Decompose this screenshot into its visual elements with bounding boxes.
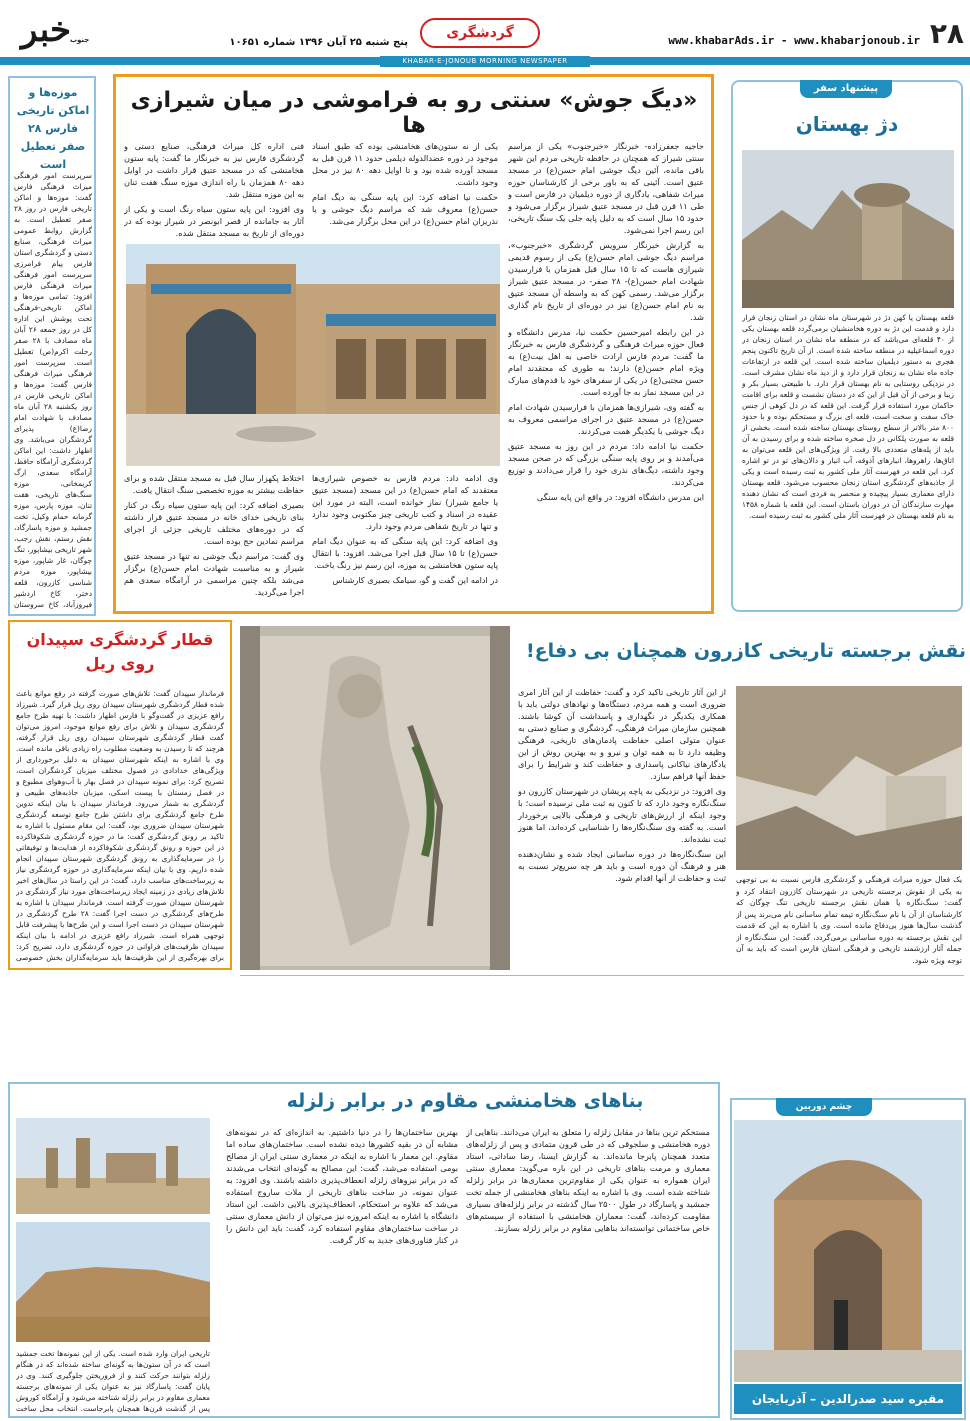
earthquake-article-col2: بهترین ساختمان‌ها را در دنیا داشتیم. به اندازه‌ای که در نمونه‌های مشابه آن در بقیه کشورها دیده نشده است. ساختمان‌های ساده اما مقاوم. این معمار با اشاره به اینکه در معماری سنتی ایران از مصالح بومی استفاده می‌شد، گفت: این مصالح به گونه‌ای انتخاب می‌شدند که در برابر نیروهای زلزله انعطاف‌پذیری داشته باشند. وی افزود: به عنوان نمونه، در ساخت بناهای تاریخی از ملات ساروج استفاده می‌شد که علاوه بر استحکام، انعطاف‌پذیری بالایی داشت. این استاد دانشگاه با اشاره به اینکه امروزه نیز می‌توان از دانش معماری سنتی در ساخت ساختمان‌های مقاوم استفاده کرد، گفت: باید این دانش را در کنار فناوری‌های جدید به کار گرفت.: [226, 1127, 458, 1245]
relief-article-col1: [518, 686, 726, 968]
paragraph: این مدرس دانشگاه افزود: در واقع این پایه سنگی: [536, 492, 704, 502]
train-article-title: قطار گردشگری سپیدان روی ریل: [26, 630, 214, 673]
camera-eye-banner: چشم دوربین: [776, 1098, 872, 1116]
ruins-photo-1: [16, 1118, 210, 1214]
issue-date: پنج شنبه ۲۵ آبان ۱۳۹۶ شماره ۱۰۶۵۱: [229, 37, 408, 48]
website-urls: www.khabarAds.ir - www.khabarjonoub.ir: [668, 34, 920, 47]
paragraph: بصیری اضافه کرد: این پایه ستون سیاه رنگ در کنار بنای تاریخی خدای خانه در مسجد عتیق قرار داشته که در دوره‌های مختلف تاریخی جزئی از اجرای مراسم نمادین حج بوده است.: [124, 500, 304, 546]
main-article-title: «دیگ جوش» سنتی رو به فراموشی در میان شیرازی ها: [130, 88, 698, 138]
museum-news-title: موزه‌ها و اماکن تاریخی فارس ۲۸ صفر تعطیل است: [16, 86, 90, 171]
museum-news-body: سرپرست امور فرهنگی میراث فرهنگی فارس گفت: موزه‌ها و اماکن تاریخی فارس در روز ۲۸ صفر تعطیل است. به گزارش روابط عمومی میراث فرهنگی، صنایع دستی و گردشگری استان فارس پیام فرامرزی سرپرست امور فرهنگی میراث فرهنگی فارس افزود: تمامی موزه‌ها و اماکن تاریخی-فرهنگی تحت پوشش این اداره کل در روز جمعه ۲۶ آبان ماه مصادف با ۲۸ صفر رحلت اکرم(ص) تعطیل است. سرپرست امور فرهنگی میراث فرهنگی فارس گفت: موزه‌ها و اماکن تاریخی فارس در روز یکشنبه ۲۸ آبان ماه مصادف با شهادت امام رضا(ع) پذیرای گردشگران می‌باشد. وی اظهار داشت: این اماکن گردشگری آرامگاه حافظ، آرامگاه سعدی، ارگ کریمخانی، موزه سنگ‌های تاریخی، هفت تنان، موزه پارس، موزه گرمابه حمام وکیل، تخت جمشید و موزه پاسارگاد، نقش رستم، نقش رجب، شهر تاریخی بیشاپور، تنگ چوگان، غار شاپور، موزه بیشاپور، موزه مردم شناسی کازرون، قلعه دختر، کاخ اردشیر فیروزآباد، کاخ سروستان: [14, 171, 92, 609]
section-label: گردشگری: [420, 18, 540, 48]
museum-closure-news: [8, 76, 96, 616]
travel-tip-banner: پیشنهاد سفر: [800, 80, 892, 98]
relief-photo-large: [240, 626, 510, 970]
paragraph: حاجیه جعفرزاده- خبرنگار «خبرجنوب» یکی از مراسم سنتی شیراز که همچنان در حافظه تاریخی مردم این شهر باقی مانده، آئین دیگ جوشی امام حسن(ع) در مسجد عتیق است. آئینی که به باور برخی از کارشناسان حوزه میراث شفاهی، یادگاری از دوره دیلمیان در فارس است و طی ۱۱ قرن قبل در مسجد عتیق شیراز برگزار می‌شود و حدود ۱۵ سال است که به دلیل پایه جلی یک سنگ تاریخی، این رسم اجرا نمی‌شود.: [508, 141, 704, 235]
mosque-photo: [126, 244, 500, 466]
paragraph: حکمت نیا اضافه کرد: این پایه سنگی به دیگ امام حسن(ع) معروف شد که مراسم دیگ جوشی و یا نذریزان امام حسن(ع) در این محل برگزار می‌شد.: [312, 192, 498, 226]
paragraph: حکمت نیا ادامه داد: مردم در این روز به مسجد عتیق می‌آمدند و بر روی پایه سنگی بزرگی که در صحن مسجد وجود داشته، دیگ‌های نذری خود را قرار می‌دادند و توزیع می‌کردند.: [508, 441, 704, 487]
newspaper-logo: [6, 8, 86, 56]
paragraph: وی ادامه داد: مردم فارس به خصوص شیرازی‌ها معتقدند که امام حسن(ع) در این مسجد (مسجد عتیق یا جامع شیراز) نماز خوانده است، البته در مورد این عقیده در اسناد و کتب تاریخی چیز مکتوبی وجود ندارد و تنها در تاریخ شفاهی مردم وجود دارد.: [312, 473, 498, 531]
earthquake-article-col3: تاریخی ایران وارد شده است. یکی از این نمونه‌ها تخت جمشید است که در آن ستون‌ها به گونه‌ای ساخته شده‌اند که در هنگام زلزله بتوانند حرکت کنند و از فروریختن جلوگیری کنند. وی در پایان گفت: پاسارگاد نیز به عنوان یکی از نمونه‌های برجسته معماری مقاوم در برابر زلزله شناخته می‌شود و آرامگاه کوروش پس از گذشت قرن‌ها همچنان پابرجاست. انتخاب محل ساخت: [16, 1349, 210, 1413]
camera-eye-caption: مقبره سید صدرالدین – آذربایجان: [734, 1384, 962, 1414]
earthquake-article-title: بناهای هخامنشی مقاوم در برابر زلزله: [286, 1090, 644, 1112]
relief-article-title: نقش برجسته تاریخی کازرون همچنان بی دفاع!: [526, 640, 966, 662]
paragraph: وی افزود: این پایه ستون سیاه رنگ است و یکی از آثار به جامانده از قصر ابونصر در شیراز بوده که در دوره‌ای از تاریخ به مسجد منتقل شده.: [124, 204, 304, 238]
page-number: ۲۸: [930, 14, 964, 54]
paragraph: وی اضافه کرد: این پایه سنگی که به عنوان دیگ امام حسن(ع) تا ۱۵ سال قبل اجرا می‌شد. افزود: با انتقال پایه ستون هخامنشی به موزه، این رسم نیز رنگ باخت.: [312, 536, 498, 570]
paragraph: وی گفت: مراسم دیگ جوشی نه تنها در مسجد عتیق شیراز و به مناسبت شهادت امام حسن(ع) برگزار می‌شد بلکه چنین مراسمی در آرامگاه سعدی هم اجرا می‌گردید.: [124, 551, 304, 597]
train-article-body: فرماندار سپیدان گفت: تلاش‌های صورت گرفته در رفع موانع باعث شده قطار گردشگری شهرستان سپیدان روی ریل قرار گیرد. شیرزاد رافع عزیزی در گفت‌وگو با فارس اظهار داشت: با تهیه طرح جامع گردشگری سپیدان و تلاش برای رفع موانع موجود، امروز می‌توان گفت قطار گردشگری شهرستان سپیدان روی ریل قرار گرفته، هرچند که تا رسیدن به وضعیت مطلوب راه زیادی باقی مانده است. وی با اشاره به اینکه شهرستان سپیدان به دلیل برخورداری از ویژگی‌های خدادادی در فصول مختلف میزبان گردشگران است، تصریح کرد: برای نمونه سپیدان در فصل بهار با آب‌وهوای مطبوع و در فصل زمستان با پیست اسکی، میزبان جاذبه‌های طبیعی و گردشگری به شمار می‌رود. فرماندار سپیدان با بیان اینکه تدوین طرح جامع گردشگری برای داشتن طرح جامع توسعه گردشگری شهرستان سپیدان ضروری بود، گفت: این مقام مسئول با اشاره به تاکید بر رونق گردشگری گفت: ما در حوزه گردشگری شکوفا‌کرده در این حوزه و رونق گردشگری شکوفا‌کرده از هدایت‌ها و توفیقاتی را در سرمایه‌گذاری به رونق گردشگری شهرستان سپیدان انجام شده داریم. وی با بیان اینکه سرمایه‌گذاری در حوزه گردشگری نیاز به زیرساخت‌های مناسب دارد، گفت: در این راستا در سال‌های اخیر تلاش‌های زیادی در زمینه ایجاد زیرساخت‌های مورد نیاز گردشگری در شهرستان سپیدان صورت گرفته است. فرماندار سپیدان با اشاره به طرح‌های گردشگری در دست اجرا گفت: ۲۸ طرح گردشگری در شهرستان سپیدان در دست اجرا است و این طرح‌ها با پیشرفت قابل توجهی همراه است. شیرزاد رافع عزیزی در ادامه با بیان اینکه سپیدان ظرفیت‌های فراوانی در حوزه گردشگری دارد، تصریح کرد: برای بهره‌گیری از این ظرفیت‌ها باید سرمایه‌گذاران بخش خصوصی: [16, 689, 224, 962]
paragraph: در ادامه این گفت و گو، سیامک بصیری کارشناس: [332, 575, 498, 585]
main-article-col2-top: [312, 140, 498, 240]
paragraph: در این رابطه امیرحسین حکمت نیا، مدرس دانشگاه و فعال حوزه میراث فرهنگی و گردشگری فارس به خبرنگار ما گفت: مردم فارس ارادت خاصی به اهل بیت(ع) به ویژه امام حسن(ع) دارند؛ به طوری که معتقدند امام حسن مجتبی(ع) در یکی از سفرهای خود با قدم‌های مبارک در این مسجد نماز به جا آورده است.: [508, 327, 704, 397]
main-article-col3-bottom: [124, 472, 304, 608]
travel-tip-body: قلعه بهستان یا کهن دژ در شهرستان ماه نشان در استان زنجان قرار دارد و قدمت این دژ به دوره هخامنشیان برمی‌گردد قلعه بهستان یکی از ۴۰ قلعه‌ای می‌باشد که در منطقه ماه نشان در استان زنجان در دوره اسماعیلیه در منطقه ساخته شده است. از آن تاریخ تاکنون پنجم هجری به دستور دیلمیان ساخته شده است. این قلعه در ارتفاعات جاده ماه نشان به زنجان قرار دارد و از دید ماه نشان مشرف است. در نزدیکی روستایی به نام بهستان قرار دارد. با طبیعتی بسیار بکر و زیبا و برخی از آن قبل از این که در دستان نشست و قلعه برای اقامت حاکمان مورد استفاده قرار گرفت. این قلعه که در دل کوهی از جنس خاک سفت و سخت است، قلعه ای بزرگ و مستحکم بوده و با حدود ۸۰۰ متر بالاتر از سطح روستای بهستان ساخته شده است. بخشی از قلعه به صورت پلکانی در دل صخره ساخته شده و برای رسیدن به آن باید از پله‌های متعددی بالا رفت. از ویژگی‌های این قلعه می‌توان به اتاق‌ها، راهروها، انبارهای آذوقه، آب انبار و دالان‌های تو در تو اشاره کرد. این قلعه در فهرست آثار ملی کشور به ثبت رسیده است و یکی از جاذبه‌های گردشگری استان زنجان محسوب می‌شود. قلعه بهستان دارای معماری بسیار پیچیده و منحصر به فردی است که نشان دهنده مهارت سازندگان آن در دوران باستان است. این قلعه با شماره ۱۴۵۸ به نام قلعه بهستان در فهرست آثار ملی کشور به ثبت رسیده است.: [742, 313, 954, 520]
main-article-col1: [508, 140, 704, 608]
paragraph: اختلاط پکهزار سال قبل به مسجد منتقل شده و برای حفاظت بیشتر به موزه تخصصی سنگ انتقال یافت.: [124, 473, 304, 495]
paragraph: این سنگ‌نگاره‌ها در دوره ساسانی ایجاد شده و نشان‌دهنده هنر و فرهنگ آن دوره است و باید هر چه سریع‌تر نسبت به ثبت و حفاظت از آنها اقدام شود.: [518, 849, 726, 883]
paragraph: فنی اداره کل میراث فرهنگی، صنایع دستی و گردشگری فارس نیز به خبرنگار ما گفت: پایه ستون هخامنشی که در مسجد عتیق قرار داشت در اوایل دهه ۸۰ همزمان با راه اندازی موزه سنگ هفت تنان به این موزه منتقل شد.: [124, 141, 304, 199]
castle-photo: [742, 150, 954, 308]
section-divider: [240, 975, 964, 976]
earthquake-article-col1: مستحکم ترین بناها در مقابل زلزله را متعلق به ایران می‌دانند. بناهایی از دوره هخامنشی و سلجوقی که در طی قرون متمادی و پس از زلزله‌های متعدد همچنان پابرجا مانده‌اند. به گزارش ایسنا، رضا ساداتی، استاد معماری و مرمت بناهای تاریخی در این باره می‌گوید: معماری سنتی ایران همواره به عنوان یکی از مقاوم‌ترین معماری‌ها در برابر زلزله شناخته شده است. وی با اشاره به اینکه بناهای هخامنشی از جمله تخت جمشید و پاسارگاد در طول ۲۵۰۰ سال گذشته در برابر زلزله‌های بسیاری مقاومت کرده‌اند، گفت: معماران هخامنشی با استفاده از سیستم‌های خاص ساختمانی توانسته‌اند بناهایی مقاوم در برابر زلزله بسازند.: [466, 1127, 710, 1233]
travel-tip-title: دژ بهستان: [795, 112, 899, 136]
paragraph: به گزارش خبرنگار سرویس گردشگری «خبرجنوب»، مراسم دیگ جوشی امام حسن(ع) یکی از رسوم قدیمی شیرازی هاست که تا ۱۵ سال قبل همزمان با فرارسیدن شهادت امام حسن(ع)- ۲۸ صفر- در مسجد عتیق شیراز برگزار می‌شد. رسمی کهن که به واسطه آن مسجد عتیق به نام امام حسن(ع) نیز در دوره‌ای از تاریخ نام گذاری شد.: [508, 240, 704, 322]
main-article-col3-top: [124, 140, 304, 240]
logo-text: خبر: [20, 10, 72, 50]
relief-photo-small: [736, 686, 962, 870]
paragraph: به گفته وی، شیرازی‌ها همزمان با فرارسیدن شهادت امام حسن(ع) در مسجد عتیق در اجرای مراسمی معروف به دیگ جوشی با یکدیگر همت می‌کردند.: [508, 402, 704, 436]
logo-subtext: جنوب: [70, 36, 90, 44]
mausoleum-photo: [734, 1120, 962, 1382]
main-article-col2-bottom: [312, 472, 498, 608]
relief-caption: یک فعال حوزه میراث فرهنگی و گردشگری فارس نسبت به بی توجهی به یکی از نقوش برجسته تاریخی در شهرستان کازرون انتقاد کرد و گفت: سنگ‌نگاره یا همان نقش برجسته تاریخی تنگ چوگان که کارشناسان از آن با نام سنگ‌نگاره تیمه تمام ساسانی نام می‌برند پس از گذشت سال‌ها هنوز بی‌دفاع مانده است. وی با اشاره به این که قدمت این نقش برجسته به دوره ساسانی برمی‌گردد، گفت: این سنگ‌نگاره از جمله آثار ارزشمند تاریخی و فرهنگی استان فارس است که باید به آن توجه ویژه شود.: [736, 875, 962, 965]
paragraph: یکی از نه ستون‌های هخامنشی بوده که طبق اسناد موجود در دوره عضدالدوله دیلمی حدود ۱۱ قرن قبل به مسجد آورده شده بود و تا اوایل دهه ۸۰ نیز در محل وجود داشت.: [312, 141, 498, 187]
paragraph: از این آثار تاریخی تاکید کرد و گفت: حفاظت از این آثار امری ضروری است و همه مردم، دستگاه‌ها و نهادهای دولتی باید با همکاری یکدیگر در نگهداری و پاسداشت آن کوشا باشند. همچنین سازمان میراث فرهنگی، گردشگری و صنایع دستی به عنوان متولی اصلی حفاظت پادمان‌های تاریخی، فرهنگی وظیفه دارد تا به همه توان و نیرو و به بهترین روش از این یادگارهای نیاکانی پاسداری و حفاظت کند و شرایط را برای حفظ آنها فراهم سازد.: [518, 687, 726, 781]
paragraph: وی افزود: در نزدیکی به پاچه پریشان در شهرستان کازرون دو سنگ‌نگاره وجود دارد که تا کنون به ثبت ملی نرسیده است؛ با وجود اینکه از ارزش‌های تاریخی و فرهنگی بالایی برخوردار است. به گفته وی سنگ‌نگاره‌ها را شناسایی کرده‌اند، اما هنوز ثبت نشده‌اند.: [518, 786, 726, 844]
newspaper-tagline: KHABAR-E-JONOUB MORNING NEWSPAPER: [380, 56, 590, 67]
ruins-photo-2: [16, 1222, 210, 1342]
